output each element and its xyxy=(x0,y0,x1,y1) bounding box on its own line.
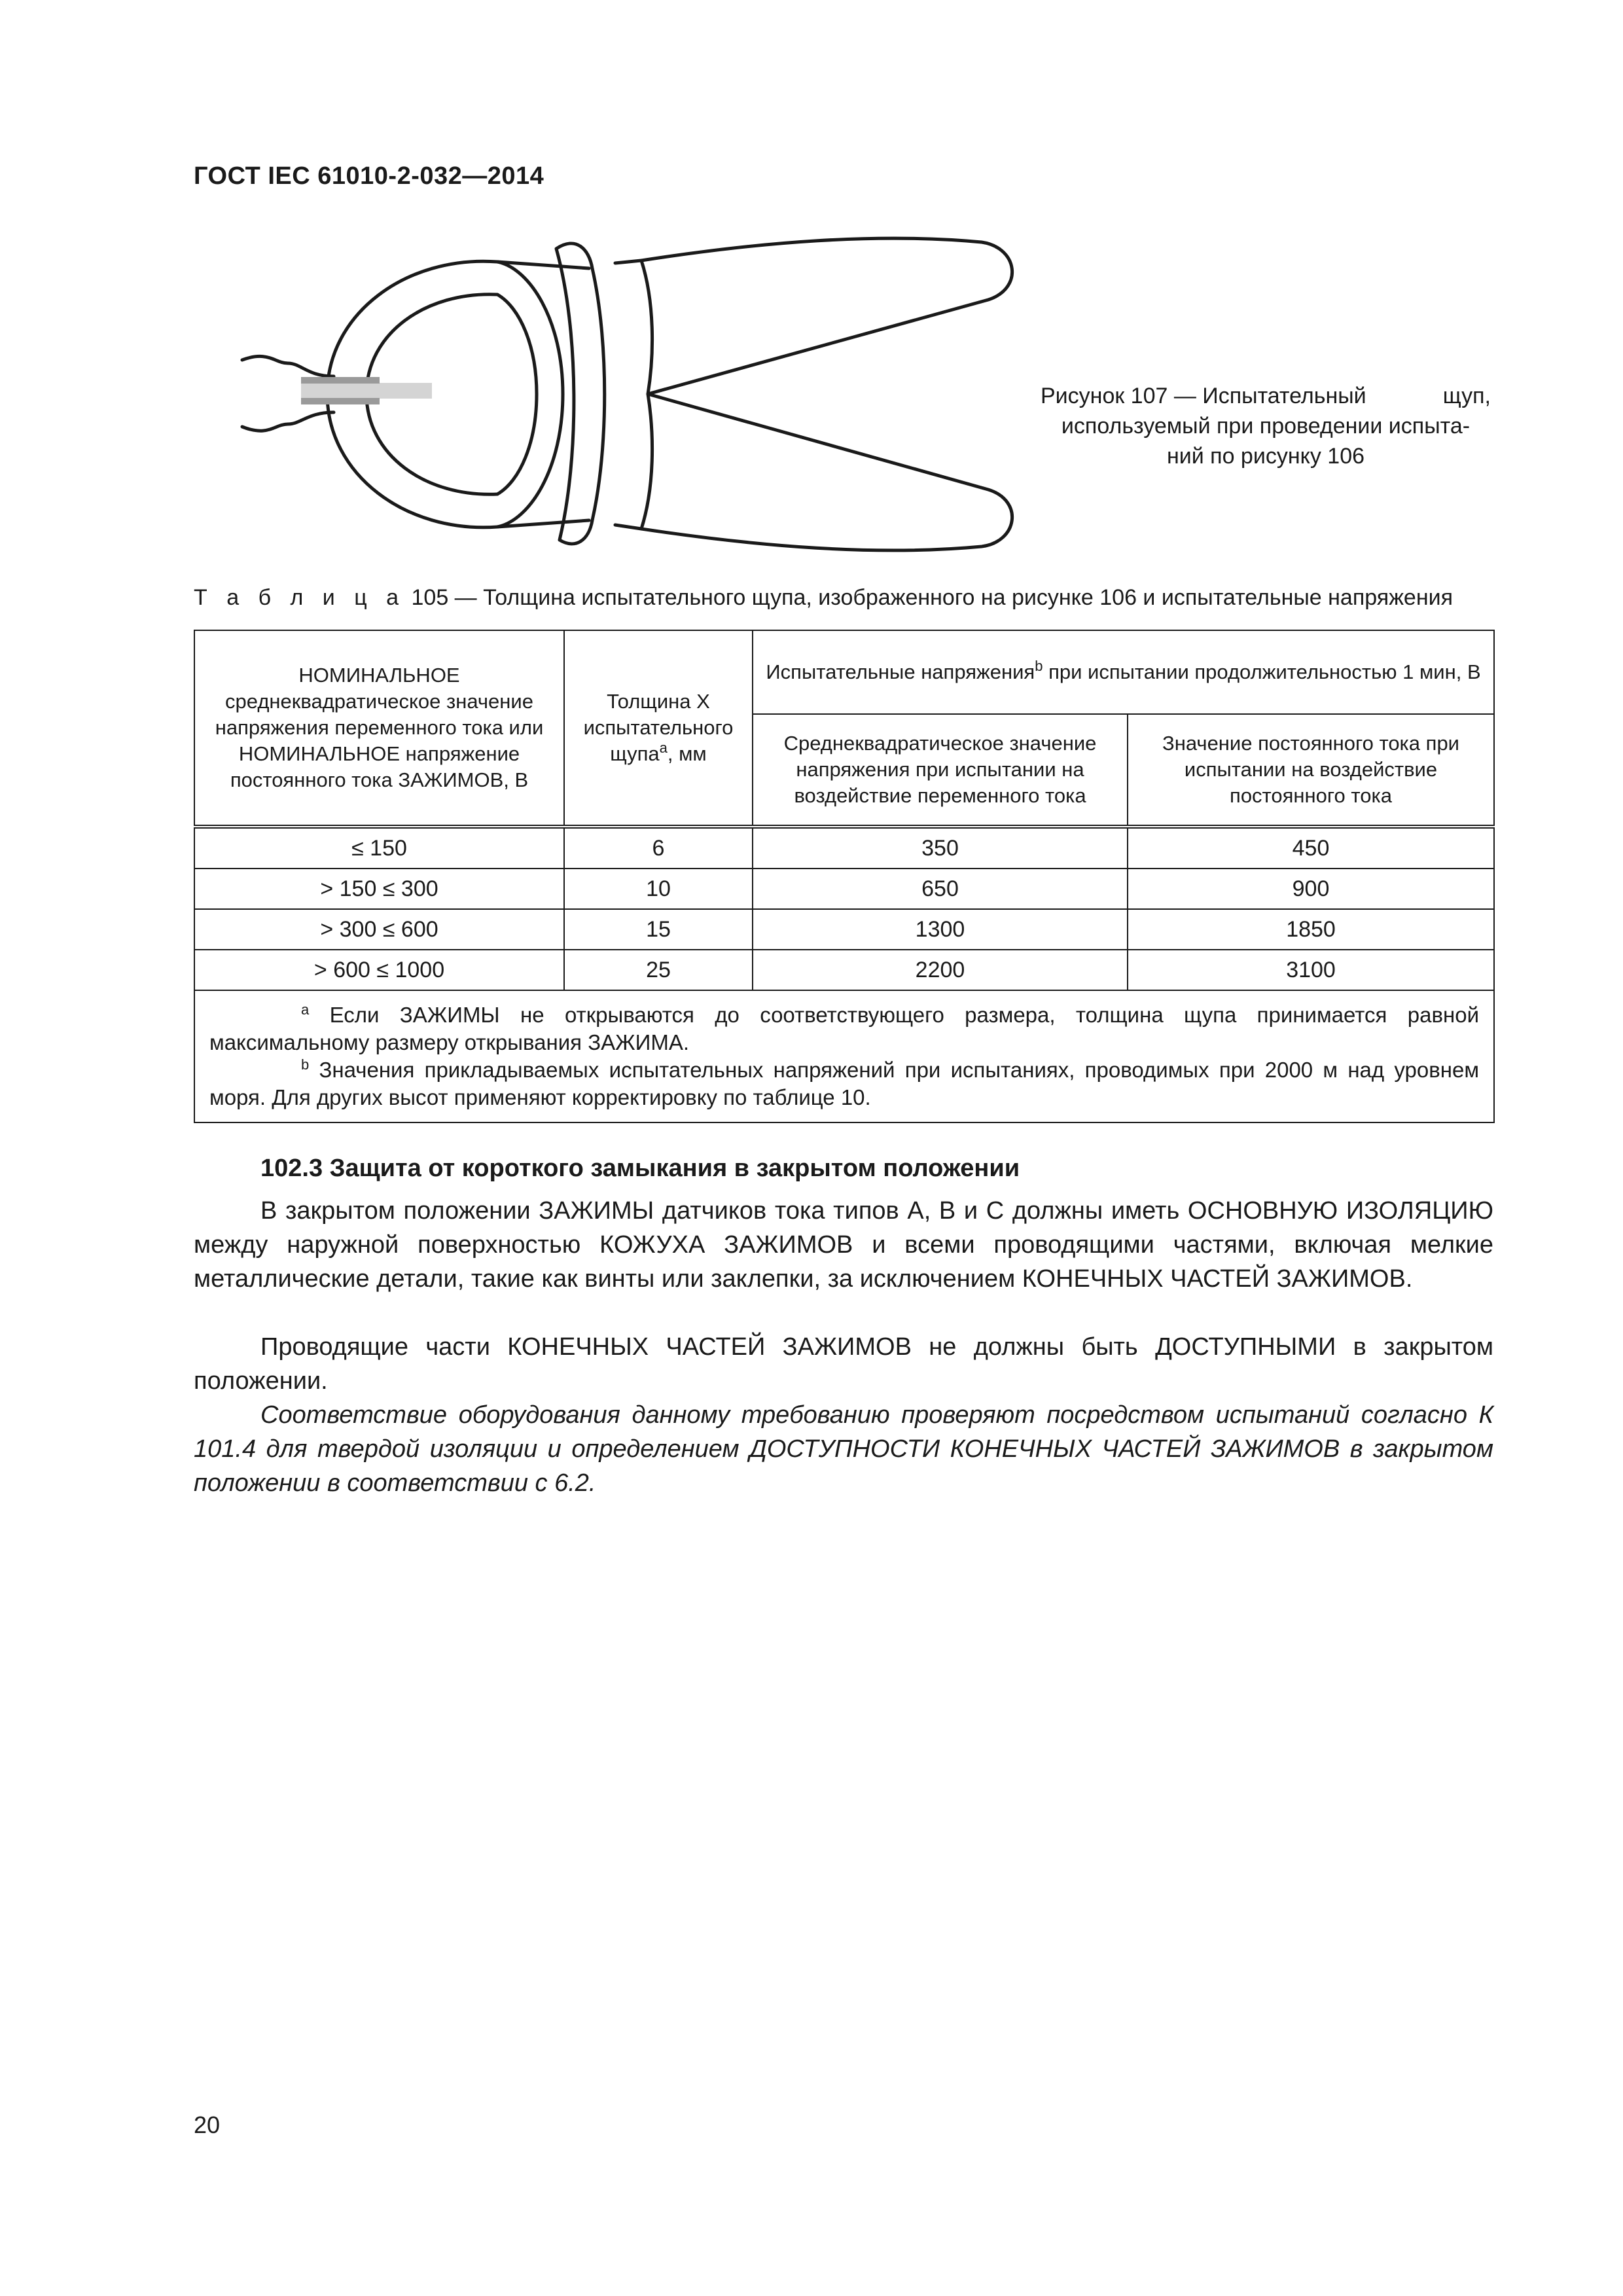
cell-dc: 1850 xyxy=(1128,909,1494,950)
footnote-a: $^a$ Если ЗАЖИМЫ не открываются до соответствующего размера, толщина щупа принимается равной максимальному размеру открывания ЗАЖИМА. xyxy=(209,1001,1480,1054)
col-header-voltage: НОМИНАЛЬНОЕ среднеквадратическое значение напряжения переменного тока или НОМИНАЛЬНОЕ напряжение постоянного тока ЗАЖИМОВ, В xyxy=(194,630,564,827)
footnote-b: $^b$ Значения прикладываемых испытательных напряжений при испытаниях, проводимых при 2000 м над уровнем моря. Для других высот применяют корректировку по таблице 10. xyxy=(209,1056,1480,1109)
upper-arm xyxy=(641,238,1012,394)
cell-thickness: 10 xyxy=(564,869,753,909)
cell-dc: 900 xyxy=(1128,869,1494,909)
caption-number: Рисунок 107 — Испытательный xyxy=(1041,384,1366,408)
page-number: 20 xyxy=(194,2111,221,2138)
cell-dc: 3100 xyxy=(1128,950,1494,990)
figure-caption xyxy=(1041,381,1491,471)
document-code-header: ГОСТ IEC 61010-2-032—2014 xyxy=(194,162,544,190)
table-title-prefix: Т а б л и ц а xyxy=(194,585,406,610)
section-heading: 102.3 Защита от короткого замыкания в закрытом положении xyxy=(260,1155,1020,1182)
cell-ac: 2200 xyxy=(753,950,1128,990)
table-row xyxy=(194,827,1494,869)
col-header-thickness: Толщина X испытательного щупа$^a$, мм xyxy=(564,630,753,827)
paragraph-2: Проводящие части КОНЕЧНЫХ ЧАСТЕЙ ЗАЖИМОВ не должны быть ДОСТУПНЫМИ в закрытом положении. xyxy=(194,1333,1493,1395)
cell-ac: 650 xyxy=(753,869,1128,909)
lower-arm xyxy=(641,394,1012,550)
cell-ac: 350 xyxy=(753,827,1128,869)
table-row xyxy=(194,869,1494,909)
col-header-ac: Среднеквадратическое значение напряжения при испытании на воздействие переменного тока xyxy=(753,714,1128,827)
cell-voltage: > 300 ≤ 600 xyxy=(194,909,564,950)
table-title-text: 105 — Толщина испытательного щупа, изображенного на рисунке 106 и испытательные напряжения xyxy=(411,585,1454,610)
cell-thickness: 25 xyxy=(564,950,753,990)
table-footnotes xyxy=(194,990,1494,1122)
caption-line-2: используемый при проведении испыта- xyxy=(1061,414,1471,439)
cell-voltage: > 600 ≤ 1000 xyxy=(194,950,564,990)
table-row xyxy=(194,909,1494,950)
table-row xyxy=(194,950,1494,990)
table-title xyxy=(194,585,1493,611)
cell-dc: 450 xyxy=(1128,827,1494,869)
caption-word: щуп, xyxy=(1442,384,1491,408)
probe-rod xyxy=(301,383,432,399)
caption-line-3: ний по рисунку 106 xyxy=(1166,444,1365,469)
test-probe-figure xyxy=(223,223,1034,576)
cell-thickness: 15 xyxy=(564,909,753,950)
cell-thickness: 6 xyxy=(564,827,753,869)
wire-lower xyxy=(242,412,334,431)
paragraph-compliance: Соответствие оборудования данному требованию проверяют посредством испытаний согласно К 101.4 для твердой изоляции и определением ДОСТУПНОСТИ КОНЕЧНЫХ ЧАСТЕЙ ЗАЖИМОВ в закрытом положении в соответствии с 6.2. xyxy=(194,1401,1493,1497)
cell-voltage: ≤ 150 xyxy=(194,827,564,869)
group-header-test-voltages: Испытательные напряжения$^b$ при испытании продолжительностью 1 мин, В xyxy=(753,630,1494,714)
paragraph-1: В закрытом положении ЗАЖИМЫ датчиков тока типов А, В и С должны иметь ОСНОВНУЮ ИЗОЛЯЦИЮ между наружной поверхностью КОЖУХА ЗАЖИМОВ и всеми проводящими частями, включая мелкие металлические детали, такие как винты или заклепки, за исключением КОНЕЧНЫХ ЧАСТЕЙ ЗАЖИМОВ. xyxy=(194,1197,1493,1293)
wire-upper xyxy=(242,356,334,376)
cell-ac: 1300 xyxy=(753,909,1128,950)
col-header-dc: Значение постоянного тока при испытании на воздействие постоянного тока xyxy=(1128,714,1494,827)
cell-voltage: > 150 ≤ 300 xyxy=(194,869,564,909)
voltage-table xyxy=(194,630,1495,1123)
